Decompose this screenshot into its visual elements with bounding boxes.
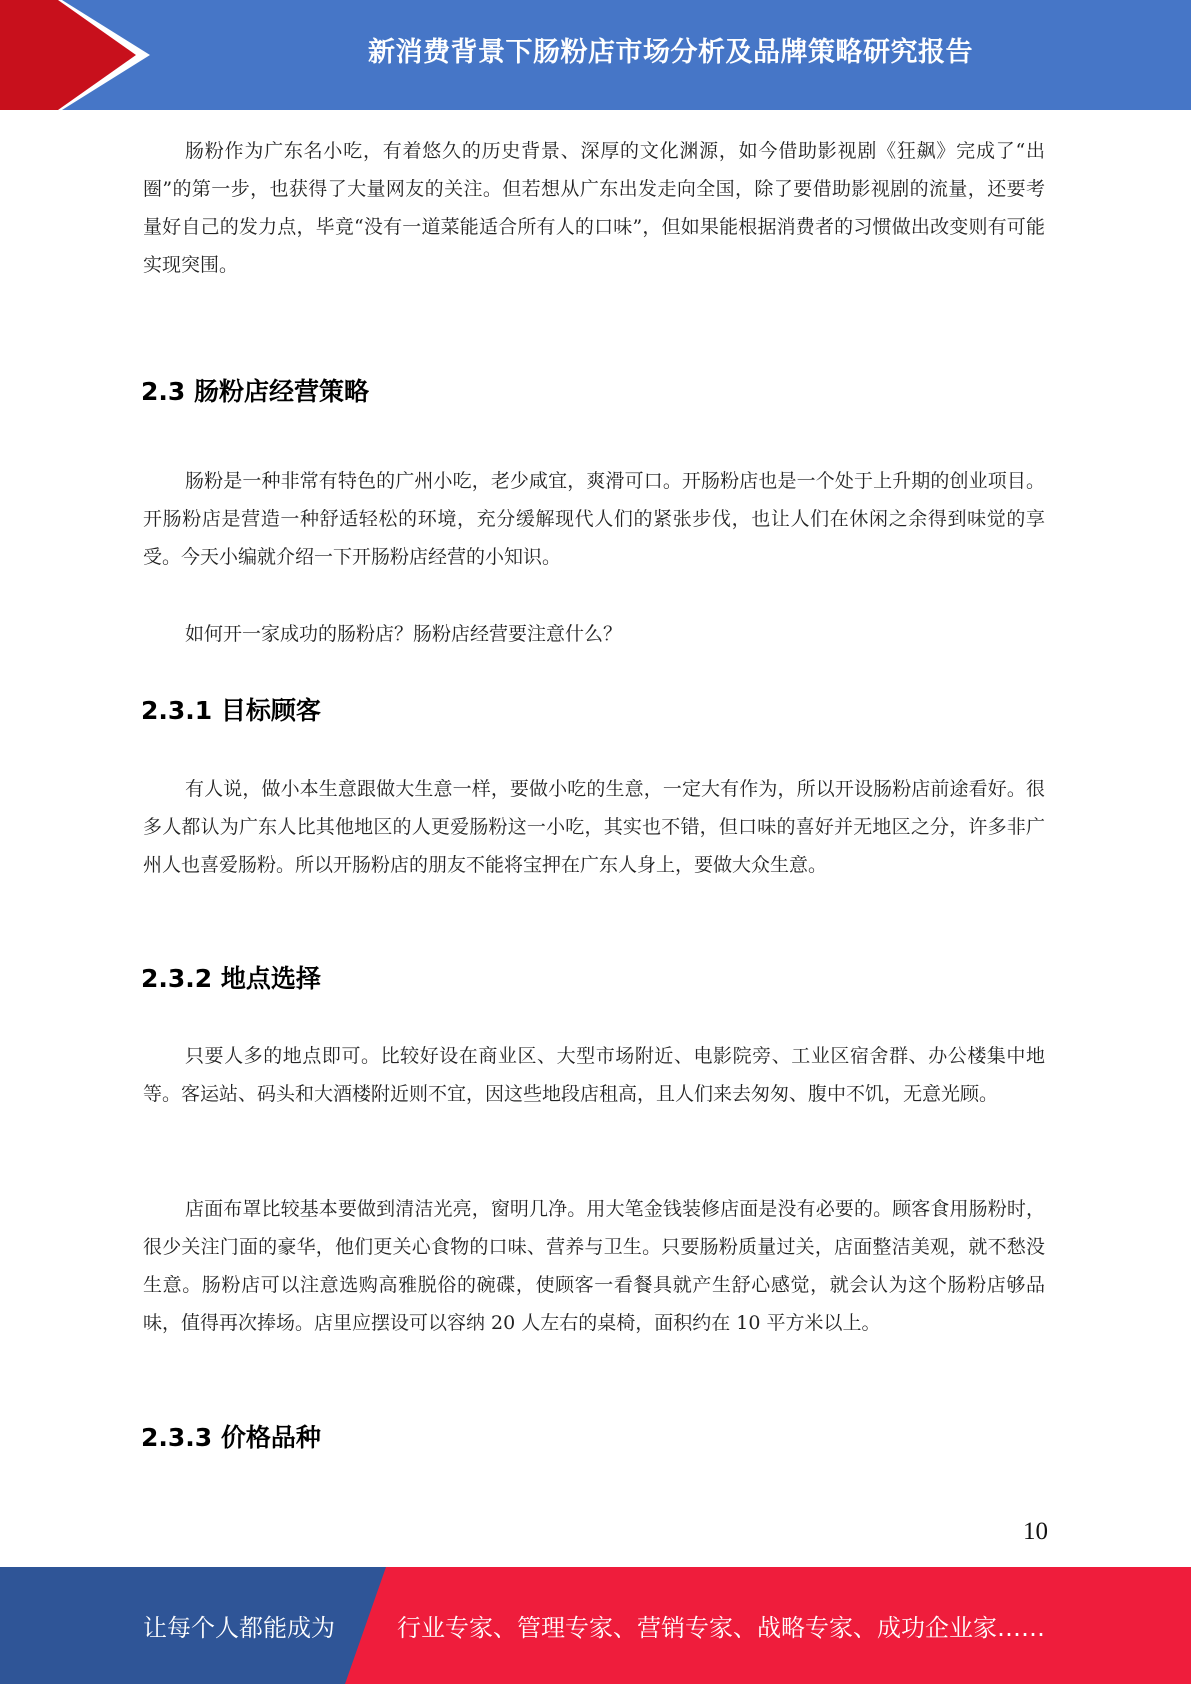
- section-2-3-2-paragraph-1: 只要人多的地点即可。比较好设在商业区、大型市场附近、电影院旁、工业区宿舍群、办公楼集中地等。客运站、码头和大酒楼附近则不宜，因这些地段店租高，且人们来去匆匆、腹中不饥，无意光顾。: [143, 1045, 1045, 1105]
- section-2-3-2-body: [143, 1037, 1045, 1113]
- section-2-3-body: [143, 462, 1045, 576]
- header-chevron-icon: [0, 0, 160, 110]
- section-heading-2-3-1: 2.3.1 目标顾客: [141, 696, 321, 725]
- page-footer: [0, 1567, 1191, 1684]
- intro-section: [143, 132, 1045, 284]
- section-heading-2-3: 2.3 肠粉店经营策略: [141, 377, 369, 406]
- section-2-3-2-paragraph-2: 店面布罩比较基本要做到清洁光亮，窗明几净。用大笔金钱装修店面是没有必要的。顾客食用肠粉时，很少关注门面的豪华，他们更关心食物的口味、营养与卫生。只要肠粉质量过关，店面整洁美观，就不愁没生意。肠粉店可以注意选购高雅脱俗的碗碟，使顾客一看餐具就产生舒心感觉，就会认为这个肠粉店够品味，值得再次捧场。店里应摆设可以容纳 20 人左右的桌椅，面积约在 10 平方米以上。: [143, 1198, 1045, 1334]
- section-2-3-paragraph-1: 肠粉是一种非常有特色的广州小吃，老少咸宜，爽滑可口。开肠粉店也是一个处于上升期的创业项目。开肠粉店是营造一种舒适轻松的环境，充分缓解现代人们的紧张步伐，也让人们在休闲之余得到味觉的享受。今天小编就介绍一下开肠粉店经营的小知识。: [143, 470, 1045, 568]
- section-heading-2-3-3: 2.3.3 价格品种: [141, 1423, 321, 1452]
- footer-expert-list: 行业专家、管理专家、营销专家、战略专家、成功企业家……: [397, 1614, 1045, 1642]
- section-2-3-paragraph-2: 如何开一家成功的肠粉店？肠粉店经营要注意什么？: [185, 623, 623, 645]
- section-2-3-1-body: [143, 770, 1045, 884]
- page-number: 10: [1023, 1518, 1048, 1545]
- section-2-3-question: [143, 615, 1045, 653]
- section-2-3-2-body-2: [143, 1190, 1045, 1342]
- section-2-3-1-paragraph: 有人说，做小本生意跟做大生意一样，要做小吃的生意，一定大有作为，所以开设肠粉店前途看好。很多人都认为广东人比其他地区的人更爱肠粉这一小吃，其实也不错，但口味的喜好并无地区之分，许多非广州人也喜爱肠粉。所以开肠粉店的朋友不能将宝押在广东人身上，要做大众生意。: [143, 778, 1045, 876]
- report-title: 新消费背景下肠粉店市场分析及品牌策略研究报告: [368, 36, 973, 68]
- section-heading-2-3-2: 2.3.2 地点选择: [141, 964, 321, 993]
- page-header: [0, 0, 1191, 110]
- intro-paragraph: 肠粉作为广东名小吃，有着悠久的历史背景、深厚的文化渊源，如今借助影视剧《狂飙》完成了“出圈”的第一步，也获得了大量网友的关注。但若想从广东出发走向全国，除了要借助影视剧的流量，还要考量好自己的发力点，毕竟“没有一道菜能适合所有人的口味”，但如果能根据消费者的习惯做出改变则有可能实现突围。: [143, 140, 1045, 276]
- footer-slogan: 让每个人都能成为: [143, 1614, 335, 1642]
